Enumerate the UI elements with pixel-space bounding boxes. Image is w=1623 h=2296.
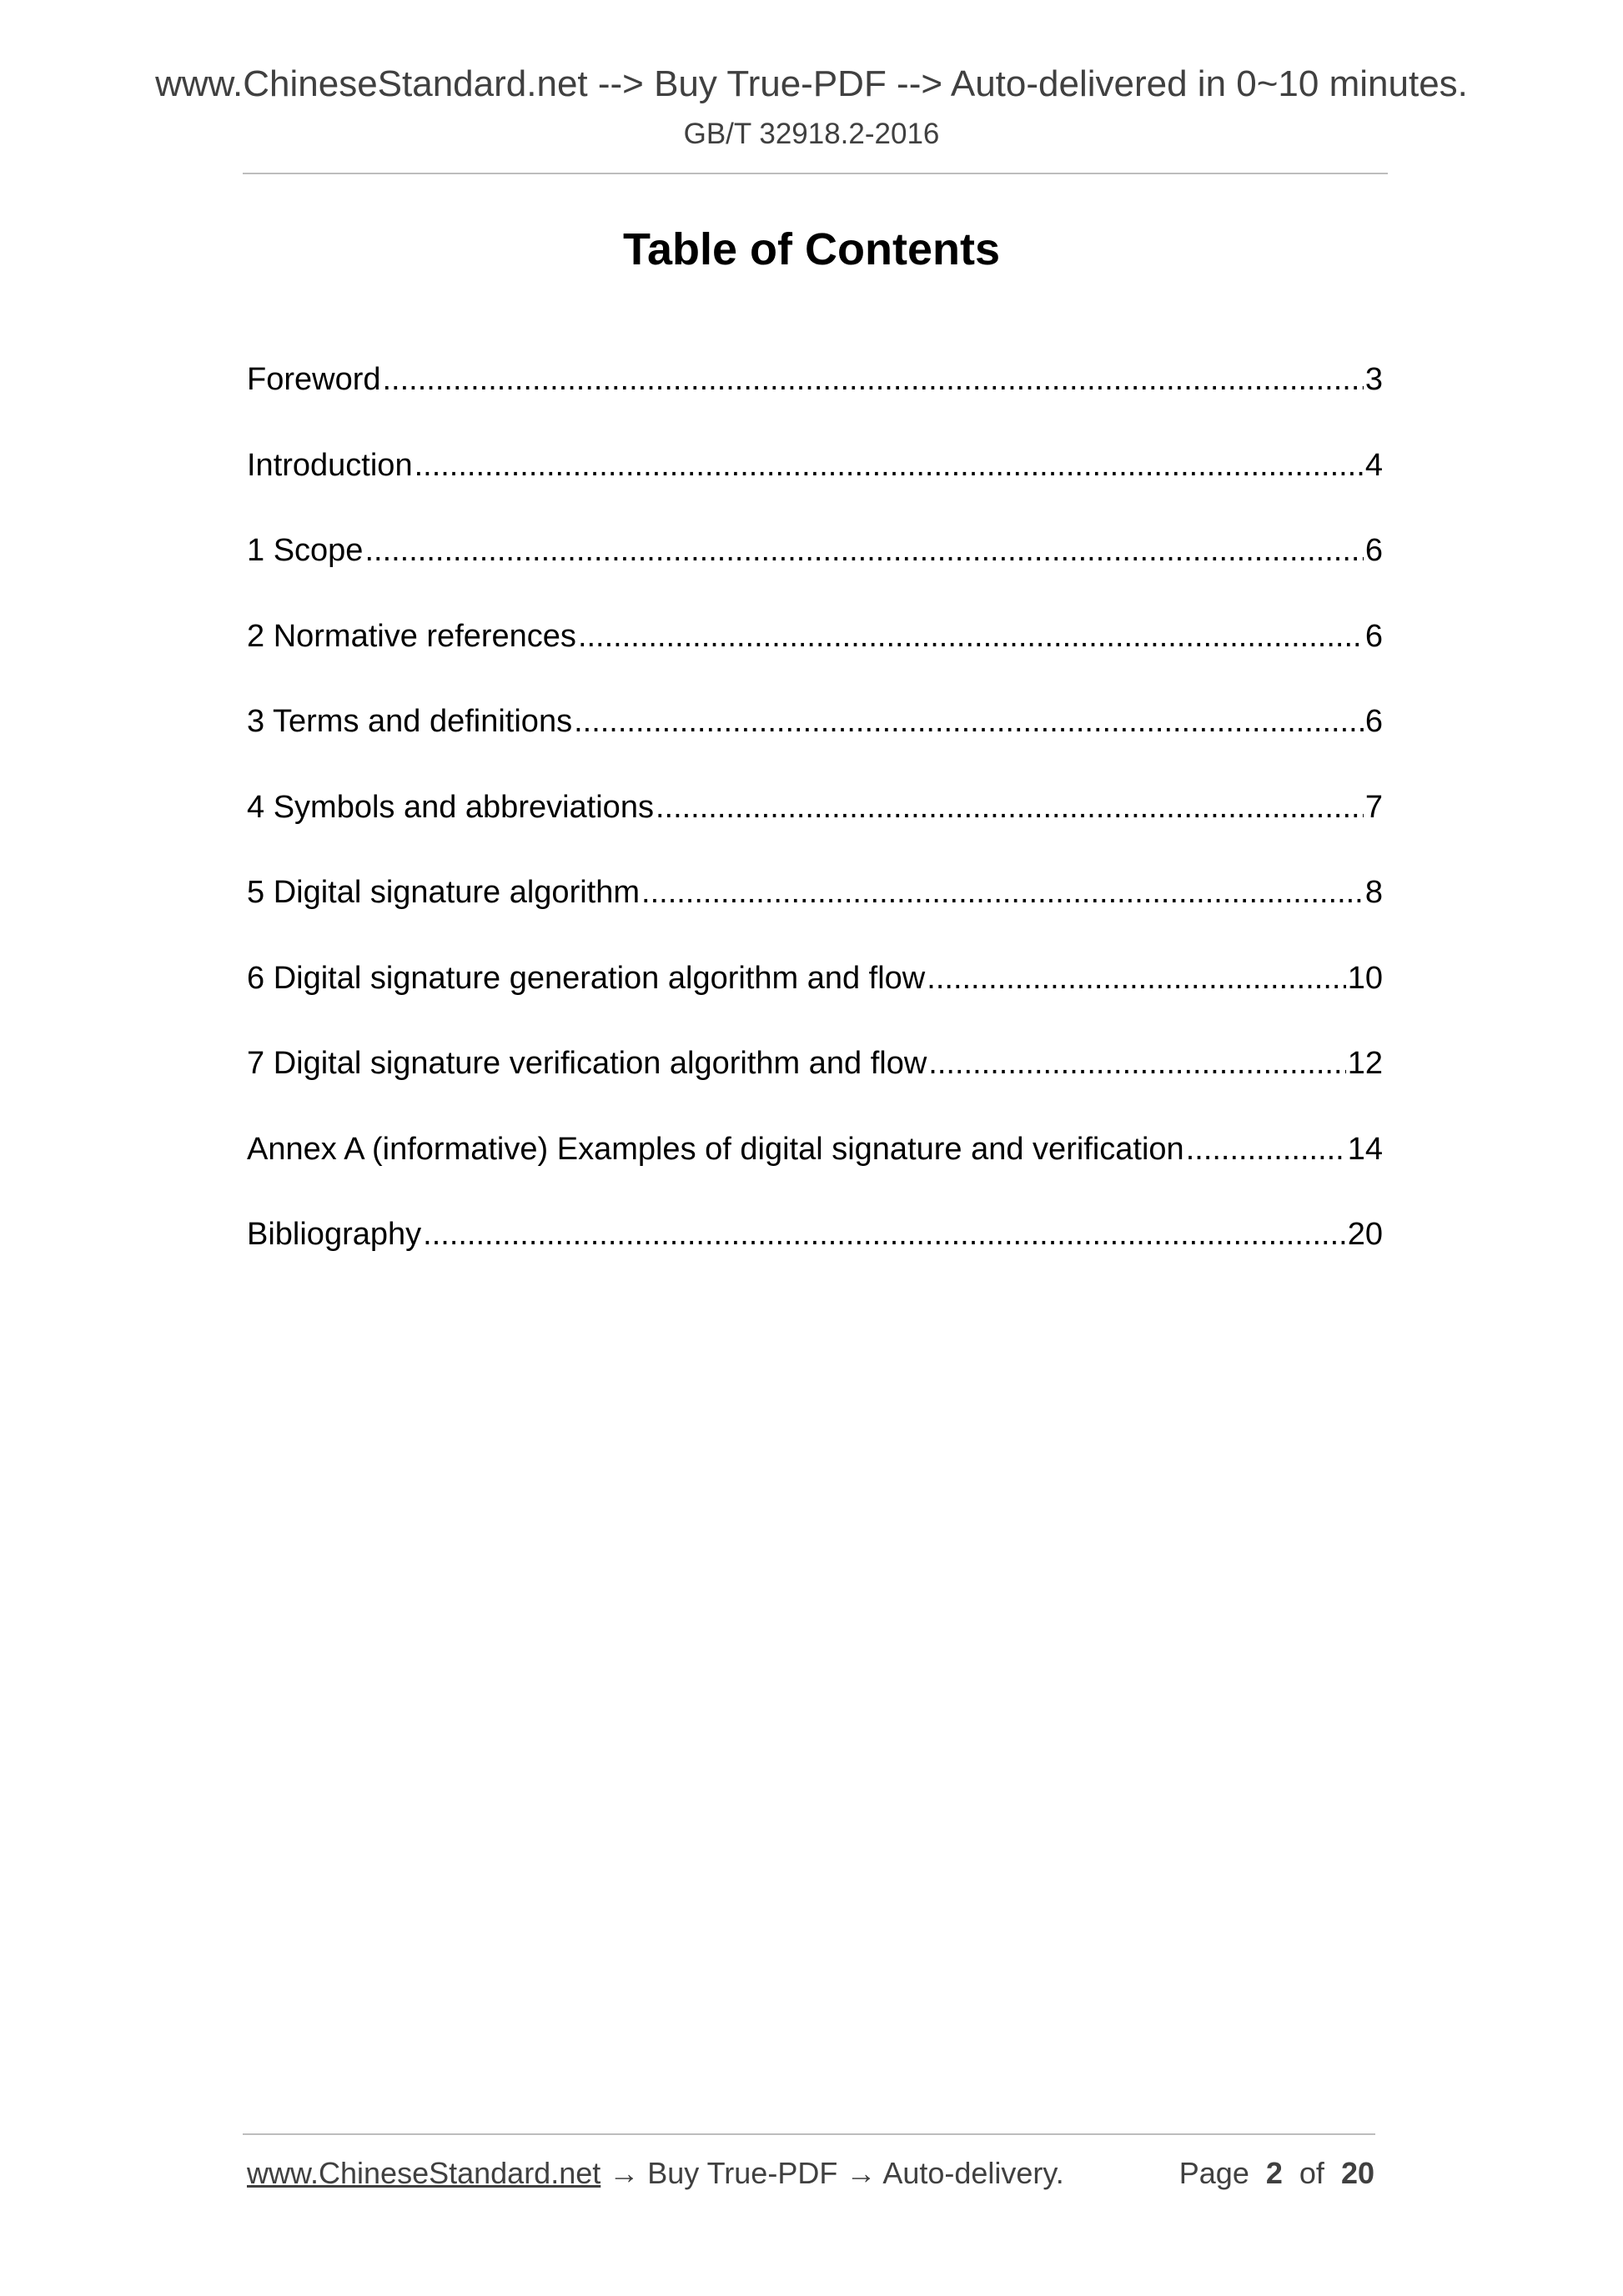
toc-entry-page: 6 — [1364, 704, 1383, 739]
toc-dot-leader — [574, 696, 1364, 746]
toc-dot-leader — [656, 782, 1364, 832]
toc-dot-leader — [415, 440, 1364, 490]
toc-entry-label: 3 Terms and definitions — [247, 704, 573, 739]
header-banner[interactable]: www.ChineseStandard.net --> Buy True-PDF --> Auto-delivered in 0~10 minutes. — [155, 63, 1468, 104]
header-divider — [243, 173, 1388, 174]
toc-entry-symbols-and-abbreviations[interactable] — [247, 782, 1383, 868]
toc-entry-bibliography[interactable] — [247, 1209, 1383, 1295]
toc-title: Table of Contents — [623, 224, 1000, 274]
toc-entry-page: 3 — [1364, 362, 1383, 397]
footer-page-word: Page — [1178, 2156, 1249, 2190]
footer-left — [247, 2156, 1064, 2191]
toc-dot-leader — [927, 953, 1345, 1003]
toc-entry-label: 4 Symbols and abbreviations — [247, 789, 654, 825]
toc-entry-label: Bibliography — [247, 1217, 422, 1252]
toc-entry-signature-generation[interactable] — [247, 953, 1383, 1039]
toc-entry-introduction[interactable] — [247, 440, 1383, 526]
toc-entry-label: Foreword — [247, 362, 381, 397]
toc-dot-leader — [578, 611, 1364, 661]
toc-entry-label: 1 Scope — [247, 533, 364, 568]
footer-site-link[interactable]: www.ChineseStandard.net — [247, 2156, 601, 2190]
toc-entry-page: 4 — [1364, 447, 1383, 483]
toc-entry-signature-verification[interactable] — [247, 1038, 1383, 1124]
toc-entry-foreword[interactable] — [247, 354, 1383, 440]
toc-entry-scope[interactable] — [247, 525, 1383, 611]
toc-entry-digital-signature-algorithm[interactable] — [247, 867, 1383, 953]
toc-dot-leader — [928, 1038, 1345, 1088]
toc-list — [247, 354, 1383, 1295]
toc-entry-page: 8 — [1364, 875, 1383, 910]
footer-page-indicator — [1179, 2156, 1374, 2191]
toc-entry-page: 14 — [1347, 1131, 1383, 1167]
toc-entry-label: Annex A (informative) Examples of digital signature and verification — [247, 1131, 1184, 1167]
toc-entry-page: 6 — [1364, 618, 1383, 654]
footer-current-page: 2 — [1265, 2156, 1283, 2190]
toc-dot-leader — [1186, 1124, 1346, 1174]
toc-entry-normative-references[interactable] — [247, 611, 1383, 697]
toc-entry-page: 20 — [1347, 1217, 1383, 1252]
toc-dot-leader — [641, 867, 1364, 917]
toc-dot-leader — [423, 1209, 1346, 1259]
toc-entry-label: 6 Digital signature generation algorithm and flow — [247, 960, 926, 996]
toc-entry-page: 6 — [1364, 533, 1383, 568]
toc-entry-terms-and-definitions[interactable] — [247, 696, 1383, 782]
standard-code: GB/T 32918.2-2016 — [683, 118, 940, 150]
toc-entry-page: 12 — [1347, 1046, 1383, 1081]
footer-of-word: of — [1299, 2156, 1324, 2190]
footer-tagline: → Buy True-PDF → Auto-delivery. — [600, 2156, 1064, 2190]
toc-entry-page: 10 — [1347, 960, 1383, 996]
toc-entry-label: 2 Normative references — [247, 618, 576, 654]
toc-entry-label: Introduction — [247, 447, 413, 483]
toc-dot-leader — [383, 354, 1364, 404]
toc-entry-label: 7 Digital signature verification algorithm and flow — [247, 1046, 927, 1081]
toc-entry-annex-a[interactable] — [247, 1124, 1383, 1210]
toc-dot-leader — [364, 525, 1363, 575]
toc-entry-page: 7 — [1364, 789, 1383, 825]
toc-entry-label: 5 Digital signature algorithm — [247, 875, 641, 910]
footer-total-pages: 20 — [1340, 2156, 1374, 2190]
footer-divider — [243, 2133, 1375, 2135]
